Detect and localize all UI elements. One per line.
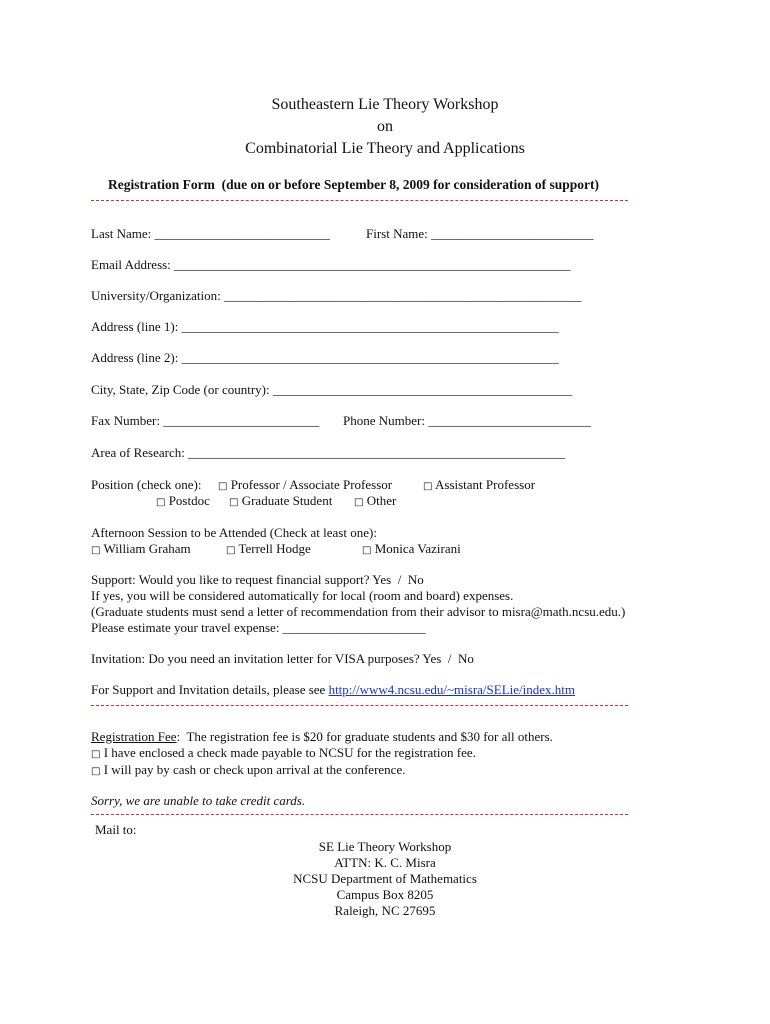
position-option-label: Professor / Associate Professor: [230, 477, 393, 492]
details-line: [91, 682, 575, 698]
position-option-label: Postdoc: [168, 493, 210, 508]
session-option-hodge[interactable]: [226, 541, 311, 559]
checkbox-icon[interactable]: □: [362, 545, 372, 556]
details-link[interactable]: http://www4.ncsu.edu/~misra/SELie/index.htm: [328, 682, 575, 697]
divider: [91, 705, 628, 706]
fee-option-check[interactable]: [91, 745, 476, 763]
workshop-title: Southeastern Lie Theory Workshop: [271, 96, 499, 113]
position-option-label: Other: [366, 493, 397, 508]
checkbox-icon[interactable]: □: [423, 481, 433, 492]
details-prefix: For Support and Invitation details, please see: [91, 682, 329, 697]
fee-option-label: I will pay by cash or check upon arrival at the conference.: [103, 762, 406, 777]
checkbox-icon[interactable]: □: [354, 497, 364, 508]
research-area-field[interactable]: Area of Research: __________________________________________________________: [91, 445, 566, 460]
support-question[interactable]: Support: Would you like to request financial support? Yes / No: [91, 572, 424, 587]
fee-option-cash[interactable]: [91, 762, 405, 780]
phone-field[interactable]: Phone Number: _________________________: [343, 413, 591, 428]
fee-option-label: I have enclosed a check made payable to NCSU for the registration fee.: [103, 745, 476, 760]
mail-address-line: ATTN: K. C. Misra: [334, 855, 436, 870]
credit-card-note: Sorry, we are unable to take credit cards.: [91, 793, 306, 808]
position-option-graduate[interactable]: [229, 493, 332, 511]
session-option-label: Monica Vazirani: [374, 541, 461, 556]
city-state-zip-field[interactable]: City, State, Zip Code (or country): ______________________________________________: [91, 382, 572, 397]
first-name-field[interactable]: First Name: _________________________: [366, 226, 594, 241]
address-line2-field[interactable]: Address (line 2): __________________________________________________________: [91, 350, 559, 365]
travel-expense-field[interactable]: Please estimate your travel expense: ______________________: [91, 620, 426, 635]
workshop-subtitle: Combinatorial Lie Theory and Applications: [245, 140, 525, 157]
email-field[interactable]: Email Address: _____________________________________________________________: [91, 257, 571, 272]
checkbox-icon[interactable]: □: [91, 766, 101, 777]
support-info: If yes, you will be considered automatically for local (room and board) expenses.: [91, 588, 514, 603]
divider: [91, 814, 628, 815]
session-option-graham[interactable]: [91, 541, 191, 559]
fee-label: Registration Fee: [91, 729, 177, 744]
checkbox-icon[interactable]: □: [218, 481, 228, 492]
position-option-label: Graduate Student: [241, 493, 333, 508]
session-option-vazirani[interactable]: [362, 541, 461, 559]
fax-field[interactable]: Fax Number: ________________________: [91, 413, 320, 428]
invitation-question[interactable]: Invitation: Do you need an invitation letter for VISA purposes? Yes / No: [91, 651, 474, 666]
checkbox-icon[interactable]: □: [91, 545, 101, 556]
checkbox-icon[interactable]: □: [229, 497, 239, 508]
checkbox-icon[interactable]: □: [156, 497, 166, 508]
university-field[interactable]: University/Organization: _______________________________________________________: [91, 288, 582, 303]
fee-text: : The registration fee is $20 for graduate students and $30 for all others.: [176, 729, 553, 744]
position-option-label: Assistant Professor: [435, 477, 536, 492]
position-option-other[interactable]: [354, 493, 396, 511]
mail-address-line: SE Lie Theory Workshop: [318, 839, 452, 854]
fee-line: [91, 729, 553, 745]
session-label: Afternoon Session to be Attended (Check at least one):: [91, 525, 377, 540]
title-on: on: [377, 118, 393, 135]
mail-address-line: Campus Box 8205: [336, 887, 434, 902]
mail-address-line: Raleigh, NC 27695: [334, 903, 436, 918]
position-option-assistant[interactable]: [423, 477, 535, 495]
mail-address-line: NCSU Department of Mathematics: [293, 871, 477, 886]
support-graduate-note: (Graduate students must send a letter of recommendation from their advisor to misra@math.ncsu.edu.): [91, 604, 626, 619]
session-option-label: Terrell Hodge: [238, 541, 311, 556]
mail-label: Mail to:: [95, 822, 137, 837]
checkbox-icon[interactable]: □: [91, 749, 101, 760]
position-label: Position (check one):: [91, 477, 202, 492]
divider: [91, 200, 628, 201]
position-option-postdoc[interactable]: [156, 493, 210, 511]
address-line1-field[interactable]: Address (line 1): __________________________________________________________: [91, 319, 559, 334]
last-name-field[interactable]: Last Name: ___________________________: [91, 226, 331, 241]
form-heading: Registration Form (due on or before September 8, 2009 for consideration of support): [108, 177, 599, 192]
session-option-label: William Graham: [103, 541, 191, 556]
checkbox-icon[interactable]: □: [226, 545, 236, 556]
